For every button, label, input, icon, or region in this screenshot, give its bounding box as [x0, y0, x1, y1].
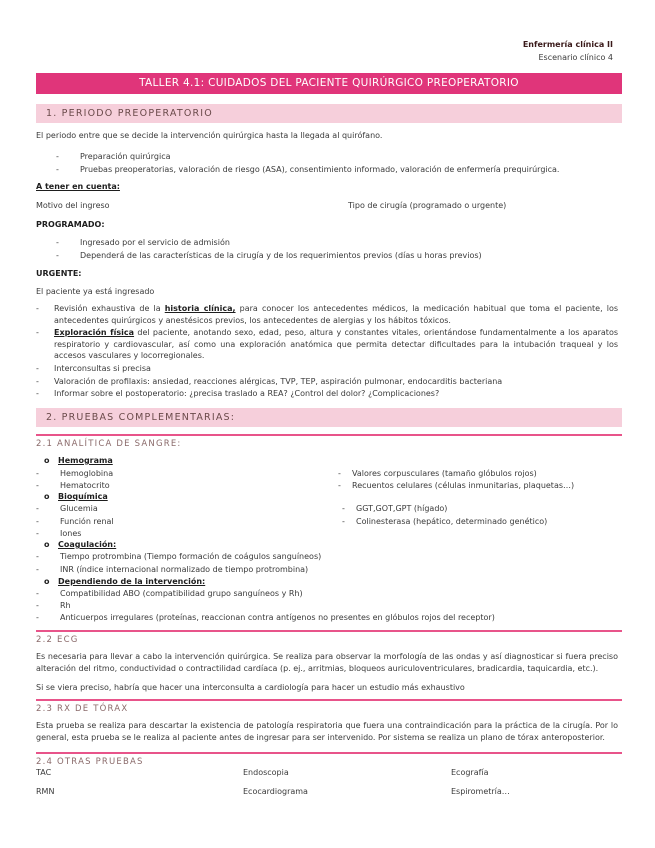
otras-espirometria: Espirometría…: [451, 787, 510, 796]
page-title-banner: TALLER 4.1: CUIDADOS DEL PACIENTE QUIRÚRGICO PREOPERATORIO: [36, 73, 622, 94]
s1-item-2: - Pruebas preoperatorias, valoración de riesgo (ASA), consentimiento informado, valoración de enfermería prequirúrgica.: [80, 165, 559, 175]
programado-label: PROGRAMADO:: [36, 220, 105, 229]
dep-item-3: - Anticuerpos irregulares (proteínas, reaccionan contra antígenos no presentes en glóbulos rojos del receptor): [36, 613, 495, 622]
coag-item-1: - Tiempo protrombina (Tiempo formación de coágulos sanguíneos): [36, 552, 322, 561]
programado-item-1: - Ingresado por el servicio de admisión: [80, 238, 230, 248]
bio-item-3: - Iones: [36, 529, 82, 538]
course-title: Enfermería clínica II: [522, 40, 613, 49]
section-2-header: 2. PRUEBAS COMPLEMENTARIAS:: [36, 408, 622, 427]
scenario-subtitle: Escenario clínico 4: [538, 53, 613, 62]
otras-subheader: 2.4 OTRAS PRUEBAS: [36, 752, 622, 767]
ecg-paragraph-1: Es necesaria para llevar a cabo la intervención quirúrgica. Se realiza para observar la morfología de las ondas y así diagnosticar si fuera preciso alteración del ritmo, conductividad o contractilidad cardíaca (p. ej., arritmias, bloqueos auriculoventriculares, bradicardia, taquicardia, etc.).: [36, 652, 618, 673]
section-1-header: 1. PERIODO PREOPERATORIO: [36, 104, 622, 123]
rx-subheader: 2.3 RX DE TÓRAX: [36, 699, 622, 714]
otras-rmn: RMN: [36, 787, 55, 796]
hemo-item-4: - Recuentos celulares (células inmunitarias, plaquetas…): [338, 481, 575, 490]
bio-item-1: - Glucemia: [36, 504, 98, 513]
ecg-subheader: 2.2 ECG: [36, 630, 622, 645]
urgente-label: URGENTE:: [36, 269, 82, 278]
otras-ecografia: Ecografía: [451, 768, 489, 777]
urgente-text: El paciente ya está ingresado: [36, 287, 155, 296]
bioquimica-label: o Bioquímica: [58, 492, 108, 502]
otras-ecocardiograma: Ecocardiograma: [243, 787, 308, 796]
hemograma-label: o Hemograma: [58, 456, 113, 466]
programado-item-2: - Dependerá de las características de la cirugía y de los requerimientos previos (días u horas previos): [80, 251, 482, 261]
dependiendo-label: o Dependiendo de la intervención:: [58, 577, 205, 587]
postoperatorio: - Informar sobre el postoperatorio: ¿precisa traslado a REA? ¿Control del dolor? ¿Complicaciones?: [36, 389, 440, 398]
dep-item-1: - Compatibilidad ABO (compatibilidad grupo sanguíneos y Rh): [36, 589, 303, 598]
interconsultas: - Interconsultas si precisa: [36, 364, 151, 373]
s1-intro: El periodo entre que se decide la intervención quirúrgica hasta la llegada al quirófano.: [36, 131, 383, 140]
coagulacion-label: o Coagulación:: [58, 540, 116, 550]
s1-item-1: - Preparación quirúrgica: [80, 152, 171, 162]
otras-tac: TAC: [36, 768, 52, 777]
analitica-subheader: 2.1 ANALÍTICA DE SANGRE:: [36, 434, 622, 449]
tener-label: A tener en cuenta:: [36, 182, 120, 191]
hemo-item-3: - Valores corpusculares (tamaño glóbulos rojos): [338, 469, 537, 478]
coag-item-2: - INR (índice internacional normalizado de tiempo protrombina): [36, 565, 309, 574]
bio-item-5: - Colinesterasa (hepático, determinado genético): [342, 517, 548, 526]
profilaxis: - Valoración de profilaxis: ansiedad, reacciones alérgicas, TVP, TEP, aspiración pulmonar, endocarditis bacteriana: [36, 377, 503, 386]
historia-clinica-paragraph: - Revisión exhaustiva de la historia clínica, para conocer los antecedentes médicos, la medicación habitual que toma el paciente, los antecedentes quirúrgicos y anestésicos previos, los antecedentes de alergias y los hábitos tóxicos.: [36, 304, 619, 325]
ecg-paragraph-2: Si se viera preciso, habría que hacer una interconsulta a cardiología para hacer un estudio más exhaustivo: [36, 683, 465, 692]
rx-paragraph: Esta prueba se realiza para descartar la existencia de patología respiratoria que fuera una contraindicación para la práctica de la cirugía. Por lo general, esta prueba se le realiza al paciente antes de ingresar para ser intervenido. Por sistema se realiza un plano de tórax anteroposterior.: [36, 721, 618, 742]
dep-item-2: - Rh: [36, 601, 71, 610]
exploracion-fisica-paragraph: - Exploración física del paciente, anotando sexo, edad, peso, altura y constantes vitales, orientándose fundamentalmente a los aparatos respiratorio y cardiovascular, así como una exploración anatómica que permita detectar dificultades para la intubación traqueal y los accesos vasculares y locorregionales.: [36, 328, 618, 360]
tipo-cirugia: Tipo de cirugía (programado o urgente): [348, 201, 507, 210]
hemo-item-1: - Hemoglobina: [36, 469, 114, 478]
otras-endoscopia: Endoscopia: [243, 768, 289, 777]
motivo-ingreso: Motivo del ingreso: [36, 201, 110, 210]
bio-item-4: - GGT,GOT,GPT (hígado): [342, 504, 448, 513]
bio-item-2: - Función renal: [36, 517, 114, 526]
hemo-item-2: - Hematocrito: [36, 481, 110, 490]
